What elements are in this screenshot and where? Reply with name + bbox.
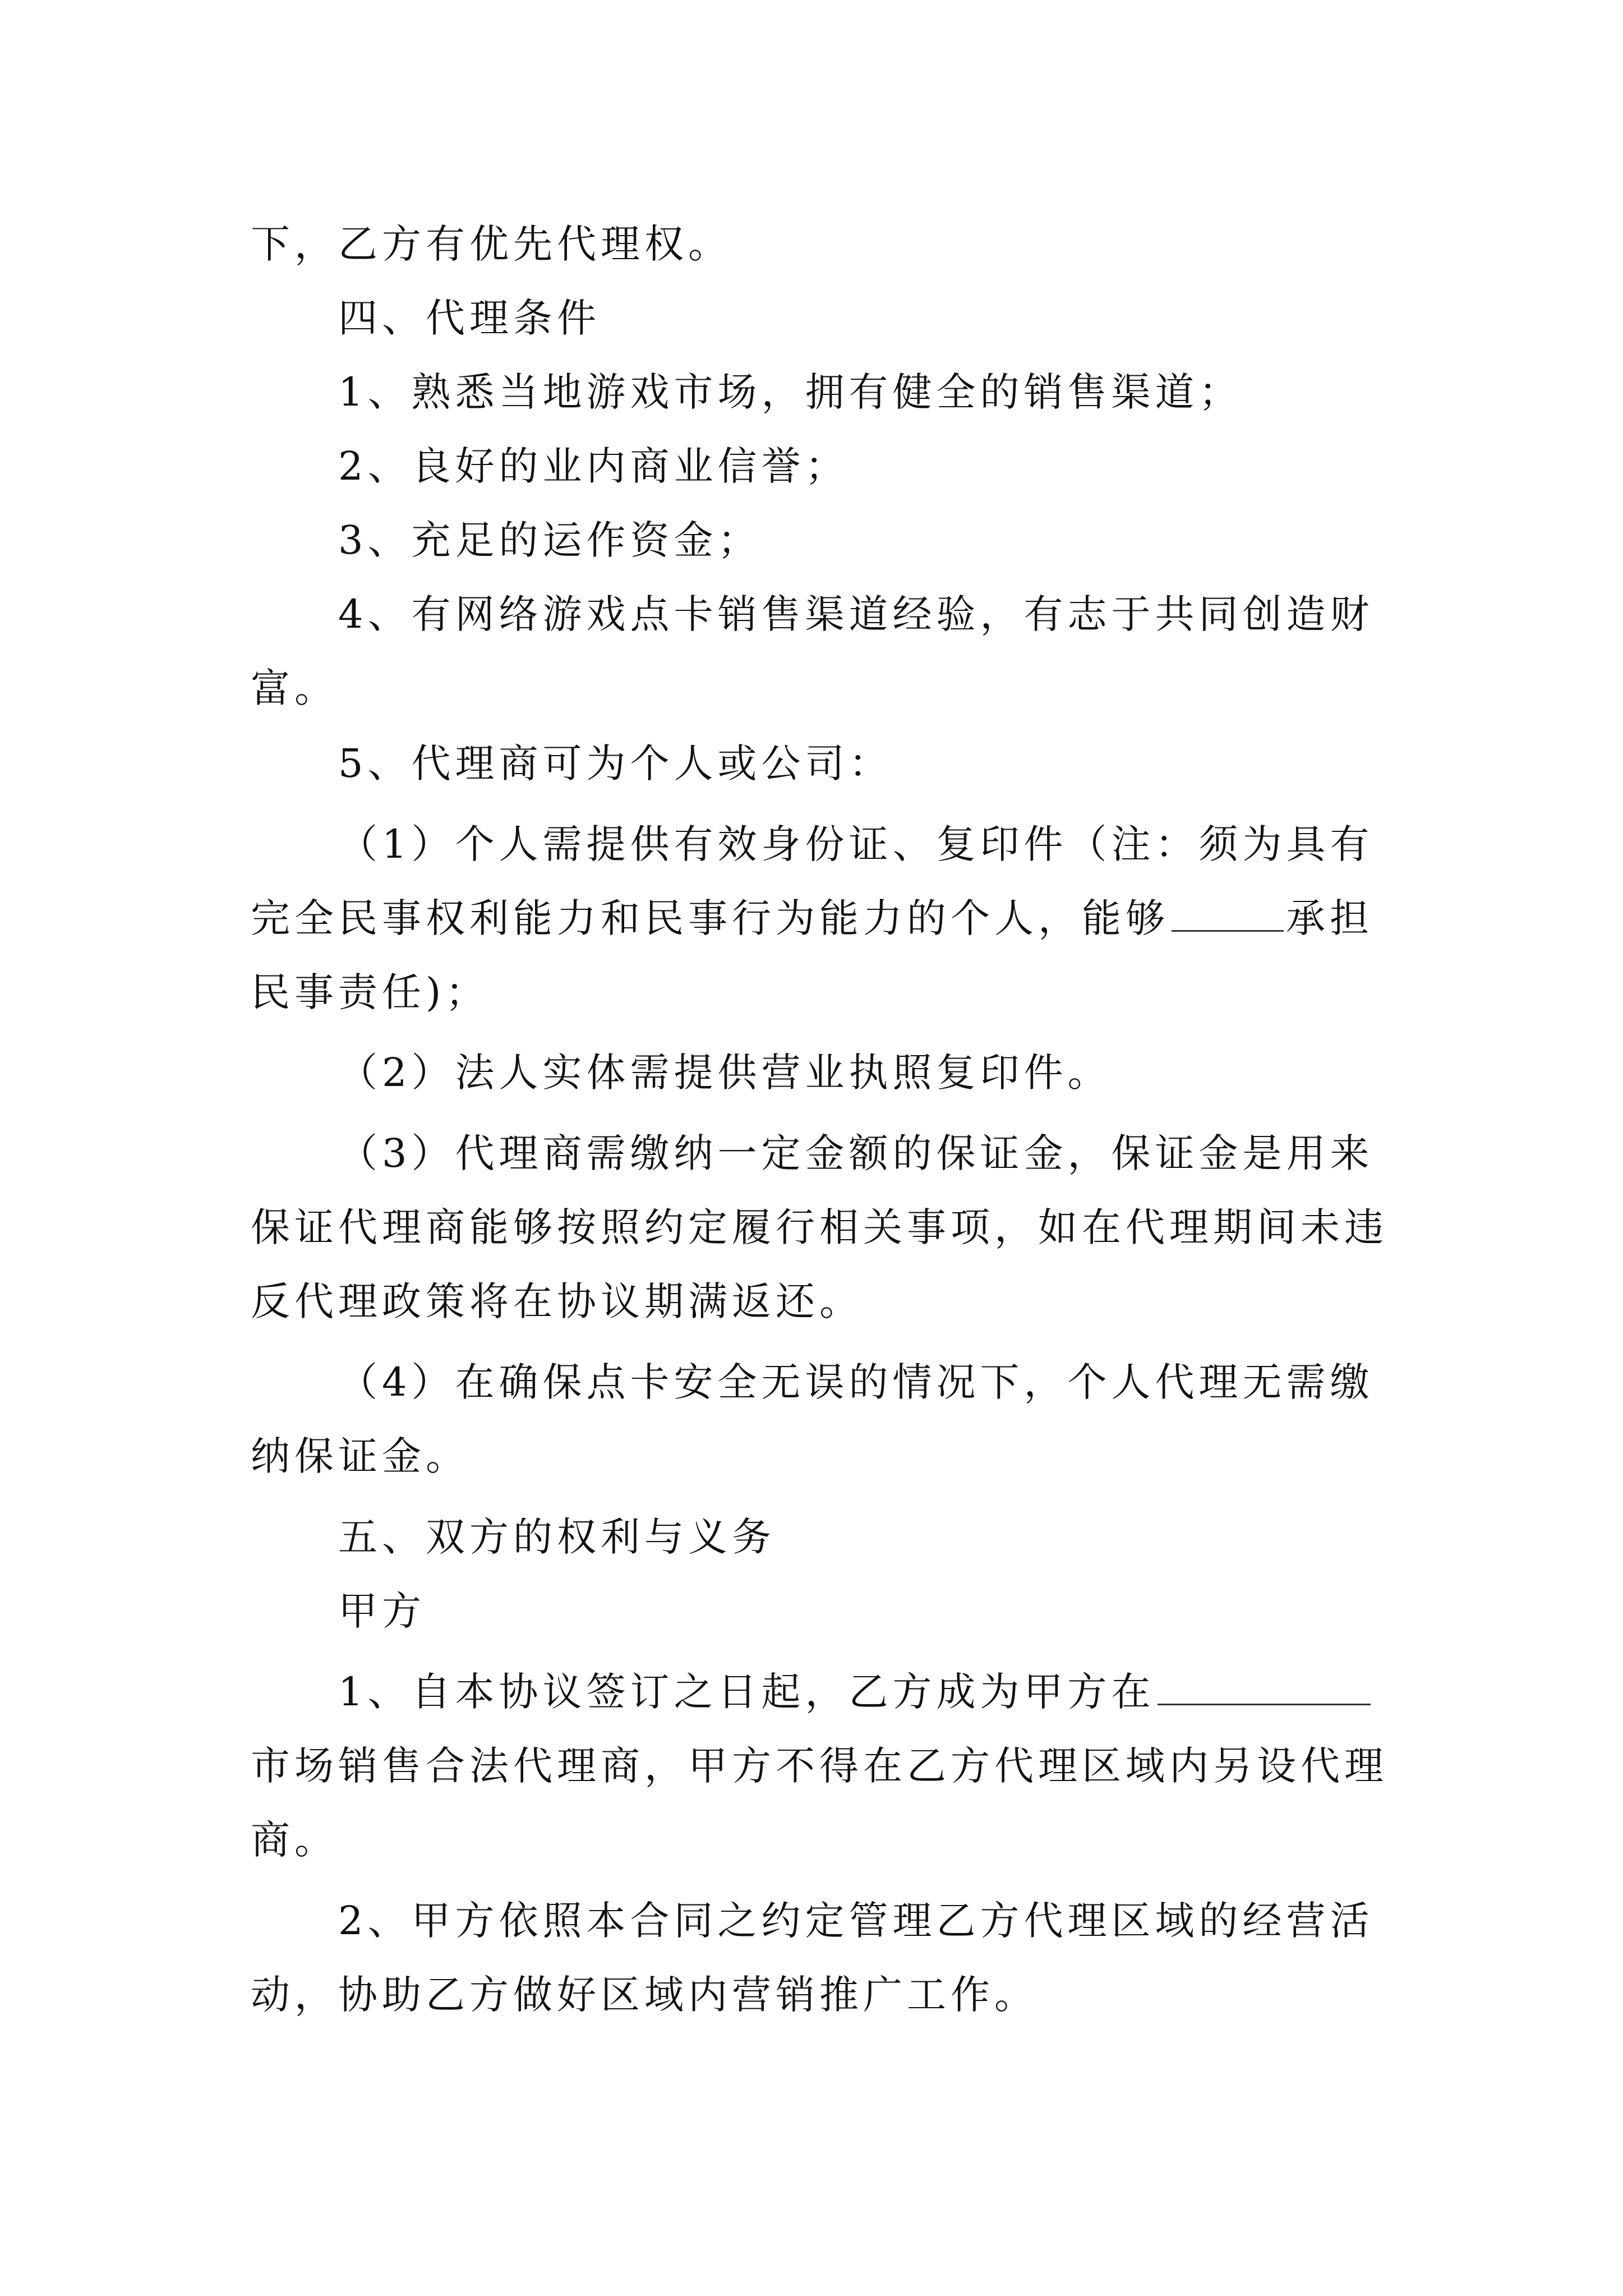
line-text: 2、良好的业内商业信誉； — [338, 443, 849, 489]
text-line — [251, 1271, 1389, 1332]
list-item — [338, 361, 1477, 423]
line-text: 民事责任)； — [251, 969, 490, 1015]
line-text: 反代理政策将在协议期满返还。 — [251, 1278, 863, 1324]
text-line — [251, 961, 1389, 1023]
list-item — [338, 1890, 1477, 1952]
line-text: 动，协助乙方做好区域内营销推广工作。 — [251, 1972, 1038, 2018]
section-heading — [338, 1506, 1477, 1568]
line-text: 1、自本协议签订之日起，乙方成为甲方在 — [338, 1669, 1155, 1715]
line-text: 市场销售合法代理商，甲方不得在乙方代理区域内另设代理 — [251, 1743, 1388, 1789]
line-text: 3、充足的运作资金； — [338, 517, 762, 563]
line-text: 商。 — [251, 1817, 338, 1863]
sub-item — [338, 1122, 1477, 1184]
heading-text: 甲方 — [338, 1588, 426, 1634]
text-line — [251, 213, 1389, 275]
line-text: 5、代理商可为个人或公司： — [338, 740, 893, 786]
text-line — [251, 1735, 1389, 1797]
line-text: 完全民事权利能力和民事行为能力的个人，能够 — [251, 895, 1169, 941]
text-line — [251, 1964, 1389, 2026]
text-line — [251, 1197, 1389, 1258]
line-text: 承担 — [1286, 895, 1373, 941]
list-item — [338, 435, 1477, 497]
line-text: 富。 — [251, 665, 338, 711]
line-text: 1、熟悉当地游戏市场，拥有健全的销售渠道； — [338, 369, 1243, 415]
line-text: （1）个人需提供有效身份证、复印件（注：须为具有 — [338, 821, 1374, 867]
text-line — [251, 1425, 1389, 1487]
line-text: 下，乙方有优先代理权。 — [251, 221, 732, 267]
list-item — [338, 1661, 1477, 1723]
line-text: 保证代理商能够按照约定履行相关事项，如在代理期间未违 — [251, 1204, 1388, 1250]
line-text: 2、甲方依照本合同之约定管理乙方代理区域的经营活 — [338, 1898, 1374, 1944]
line-text: （2）法人实体需提供营业执照复印件。 — [338, 1050, 1112, 1096]
line-text: 4、有网络游戏点卡销售渠道经验，有志于共同创造财 — [338, 591, 1374, 637]
list-item — [338, 733, 1477, 794]
heading-text: 五、双方的权利与义务 — [338, 1514, 776, 1560]
heading-text: 四、代理条件 — [338, 295, 601, 341]
sub-item — [338, 813, 1477, 875]
text-line — [251, 657, 1389, 719]
text-line — [251, 887, 1389, 949]
line-text: （3）代理商需缴纳一定金额的保证金，保证金是用来 — [338, 1130, 1374, 1176]
text-line — [251, 1809, 1389, 1871]
list-item — [338, 583, 1477, 645]
line-text: （4）在确保点卡安全无误的情况下，个人代理无需缴 — [338, 1359, 1374, 1405]
line-text: 纳保证金。 — [251, 1433, 469, 1479]
fill-in-blank — [1158, 1669, 1371, 1705]
subsection-heading — [338, 1580, 1477, 1642]
section-heading — [338, 287, 1477, 349]
sub-item — [338, 1351, 1477, 1413]
list-item — [338, 509, 1477, 571]
sub-item — [338, 1042, 1477, 1103]
fill-in-blank — [1172, 895, 1284, 932]
